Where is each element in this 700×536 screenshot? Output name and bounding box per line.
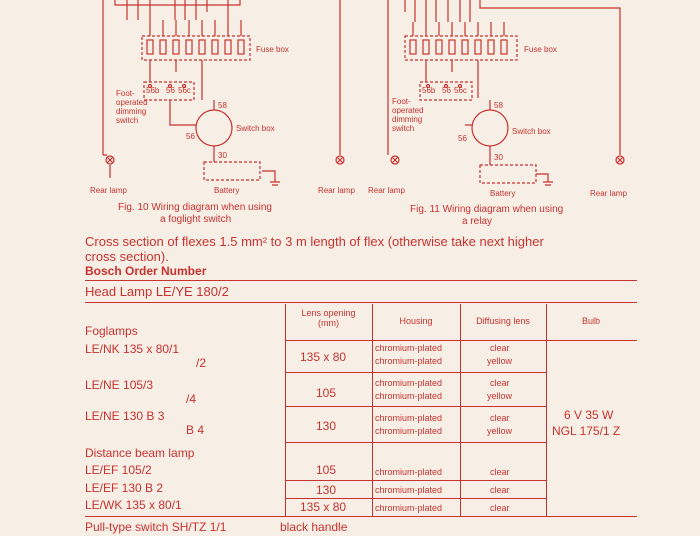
header-housing: Housing (399, 316, 433, 326)
wiring-diagrams (0, 0, 700, 230)
switch-box-label-left: Switch box (236, 124, 275, 133)
row1-lens: 135 x 80 (300, 350, 347, 364)
drow2-name: LE/EF 130 B 2 (85, 481, 164, 495)
pull-switch-handle: black handle (280, 520, 348, 534)
fuse-box-label-right: Fuse box (524, 45, 557, 54)
header-rule (285, 340, 637, 341)
row3-housing-2: chromium-plated (375, 426, 443, 436)
terminal-56c-right: 56c (454, 86, 467, 95)
row-rule-1 (285, 372, 546, 373)
row1-housing-1: chromium-plated (375, 343, 443, 353)
foot-switch-label-3-left: dimming (116, 107, 147, 116)
row2-lens: 105 (316, 386, 337, 400)
rear-lamp-label-3: Rear lamp (368, 186, 405, 195)
drow3-name: LE/WK 135 x 80/1 (85, 498, 182, 512)
drow2-diffusing: clear (490, 485, 510, 495)
rear-lamp-label-2: Rear lamp (318, 186, 355, 195)
row1-housing-2: chromium-plated (375, 356, 443, 366)
header-bulb: Bulb (581, 316, 600, 326)
col-rule-2 (372, 304, 373, 516)
row3-lens: 130 (316, 419, 337, 433)
order-number-heading: Bosch Order Number (85, 264, 207, 278)
fuse-box-label-left: Fuse box (256, 45, 289, 54)
drow3-lens: 135 x 80 (300, 500, 347, 514)
rear-lamp-label-1: Rear lamp (90, 186, 127, 195)
drow1-diffusing: clear (490, 467, 510, 477)
terminal-58-right: 58 (494, 101, 503, 110)
row1-diffusing-1: clear (490, 343, 510, 353)
foot-switch-label-4-left: switch (116, 116, 139, 125)
cross-section-note-line1: Cross section of flexes 1.5 mm² to 3 m length of flex (otherwise take next higher (85, 234, 544, 249)
head-lamp-line: Head Lamp LE/YE 180/2 (85, 284, 229, 299)
col-rule-1 (285, 304, 286, 516)
drow2-housing: chromium-plated (375, 485, 443, 495)
foot-switch-label-2-right: operated (392, 106, 424, 115)
drow-rule-1 (285, 480, 546, 481)
row2-diffusing-2: yellow (487, 391, 513, 401)
rule-2 (85, 302, 637, 303)
row-rule-3 (285, 442, 546, 443)
terminal-58-left: 58 (218, 101, 227, 110)
terminal-30-left: 30 (218, 151, 227, 160)
drow-rule-2 (285, 498, 546, 499)
row2-housing-2: chromium-plated (375, 391, 443, 401)
table-bottom-rule (85, 516, 637, 517)
row2-housing-1: chromium-plated (375, 378, 443, 388)
bulb-value-1: 6 V 35 W (564, 408, 614, 422)
terminal-56c-left: 56c (178, 86, 191, 95)
row1-diffusing-2: yellow (487, 356, 513, 366)
header-diffusing-lens: Diffusing lens (476, 316, 530, 326)
row3-diffusing-1: clear (490, 413, 510, 423)
distance-beam-heading: Distance beam lamp (85, 446, 195, 460)
terminal-56-switch-right: 56 (458, 134, 467, 143)
row1-name: LE/NK 135 x 80/1 (85, 342, 180, 356)
drow1-name: LE/EF 105/2 (85, 463, 152, 477)
col-rule-4 (546, 304, 547, 516)
terminal-56b-left: 56b (146, 86, 160, 95)
pull-switch-line: Pull-type switch SH/TZ 1/1 (85, 520, 227, 534)
fig11-caption-line1: Fig. 11 Wiring diagram when using (410, 204, 564, 215)
row3-name: LE/NE 130 B 3 (85, 409, 165, 423)
terminal-30-right: 30 (494, 153, 503, 162)
foot-switch-label-3-right: dimming (392, 115, 423, 124)
drow1-lens: 105 (316, 463, 337, 477)
row3-sub: B 4 (186, 423, 205, 437)
row-rule-2 (285, 406, 546, 407)
fig10-caption-line2: a foglight switch (160, 214, 232, 225)
foglamps-heading: Foglamps (85, 324, 138, 338)
row3-diffusing-2: yellow (487, 426, 513, 436)
foot-switch-label-2-left: operated (116, 98, 148, 107)
switch-box-label-right: Switch box (512, 127, 551, 136)
rule-1 (85, 280, 637, 281)
drow2-lens: 130 (316, 483, 337, 497)
cross-section-note-line2: cross section). (85, 249, 169, 264)
terminal-56b-right: 56b (422, 86, 436, 95)
row2-name: LE/NE 105/3 (85, 378, 154, 392)
drow3-diffusing: clear (490, 503, 510, 513)
row2-diffusing-1: clear (490, 378, 510, 388)
row3-housing-1: chromium-plated (375, 413, 443, 423)
terminal-56-switch-left: 56 (186, 132, 195, 141)
fig10-caption-line1: Fig. 10 Wiring diagram when using (118, 202, 272, 213)
row1-sub: /2 (196, 356, 207, 370)
terminal-56-left: 56 (166, 86, 175, 95)
col-rule-3 (460, 304, 461, 516)
terminal-56-right: 56 (442, 86, 451, 95)
rear-lamp-label-4: Rear lamp (590, 189, 627, 198)
row2-sub: /4 (186, 392, 197, 406)
foot-switch-label-1-left: Foot- (116, 89, 135, 98)
drow1-housing: chromium-plated (375, 467, 443, 477)
drow3-housing: chromium-plated (375, 503, 443, 513)
battery-label-right: Battery (490, 189, 516, 198)
foot-switch-label-1-right: Foot- (392, 97, 411, 106)
bulb-value-2: NGL 175/1 Z (552, 424, 621, 438)
foot-switch-label-4-right: switch (392, 124, 415, 133)
header-lens-opening: Lens opening (mm) (301, 308, 356, 328)
fig11-caption-line2: a relay (462, 216, 493, 227)
battery-label-left: Battery (214, 186, 240, 195)
